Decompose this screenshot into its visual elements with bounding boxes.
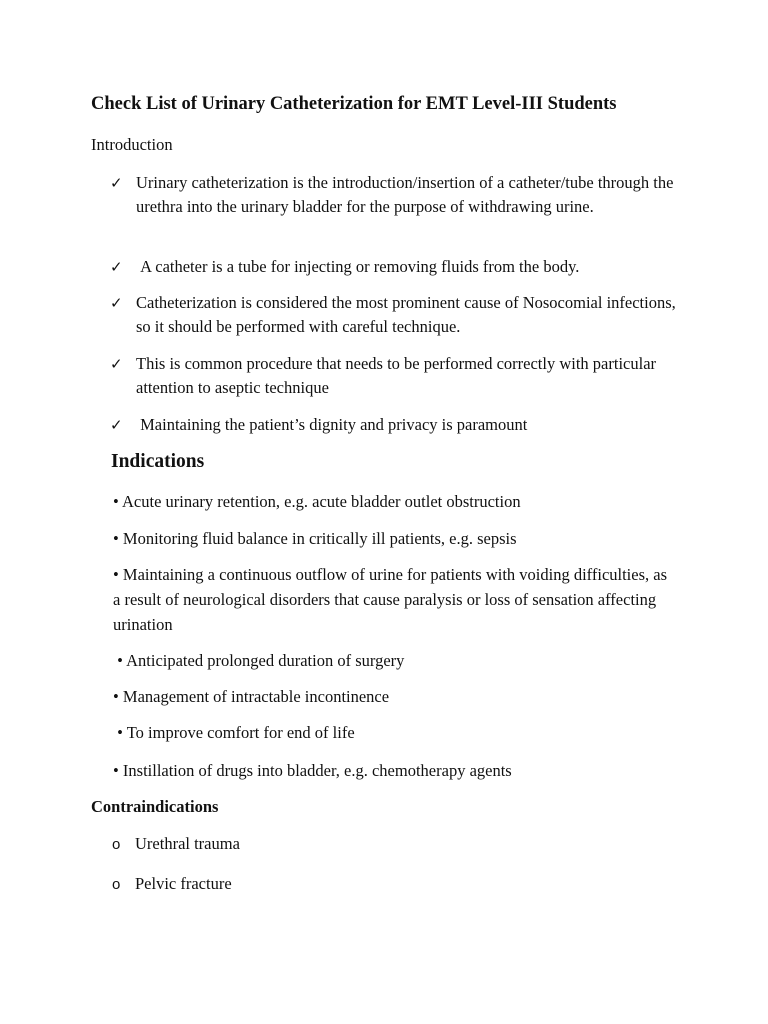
indication-item: • Instillation of drugs into bladder, e.g. chemotherapy agents [113,761,512,780]
indications-heading: Indications [111,451,205,472]
contraindication-item [112,834,240,854]
check-list-item [110,352,690,400]
check-list-item-text: Maintaining the patient’s dignity and privacy is paramount [136,415,528,434]
indication-item: • Maintaining a continuous outflow of urine for patients with voiding difficulties, as a result of neurological disorders that cause paralysis or loss of sensation affecting urination [113,565,668,634]
document-title: Check List of Urinary Catheterization for EMT Level-III Students [91,94,617,114]
check-list-item [110,413,690,437]
check-list-item [110,171,690,219]
contraindication-item-text: Pelvic fracture [135,874,232,893]
check-list-item-text: A catheter is a tube for injecting or removing fluids from the body. [136,257,580,276]
check-list-item [110,255,690,279]
indication-item: • Acute urinary retention, e.g. acute bladder outlet obstruction [113,492,521,511]
check-list-item-text: This is common procedure that needs to be performed correctly with particular attention to aseptic technique [136,354,657,397]
checkmark-icon: ✓ [110,174,123,192]
checkmark-icon: ✓ [110,355,123,373]
checkmark-icon: ✓ [110,416,123,434]
checkmark-icon: ✓ [110,258,123,276]
indication-item: • To improve comfort for end of life [113,723,355,742]
circle-bullet-icon: o [112,876,121,893]
introduction-heading: Introduction [91,135,173,154]
check-list-item [110,291,690,339]
check-list-item-text: Urinary catheterization is the introduction/insertion of a catheter/tube through the urethra into the urinary bladder for the purpose of withdrawing urine. [136,173,674,216]
contraindication-item [112,874,232,894]
check-list-item-text: Catheterization is considered the most prominent cause of Nosocomial infections, so it should be performed with careful technique. [136,293,676,336]
contraindications-heading: Contraindications [91,797,219,816]
indication-item: • Management of intractable incontinence [113,687,390,706]
circle-bullet-icon: o [112,836,121,853]
checkmark-icon: ✓ [110,294,123,312]
indication-item: • Anticipated prolonged duration of surgery [113,651,405,670]
contraindication-item-text: Urethral trauma [135,834,240,853]
indication-item: • Monitoring fluid balance in critically ill patients, e.g. sepsis [113,529,517,548]
